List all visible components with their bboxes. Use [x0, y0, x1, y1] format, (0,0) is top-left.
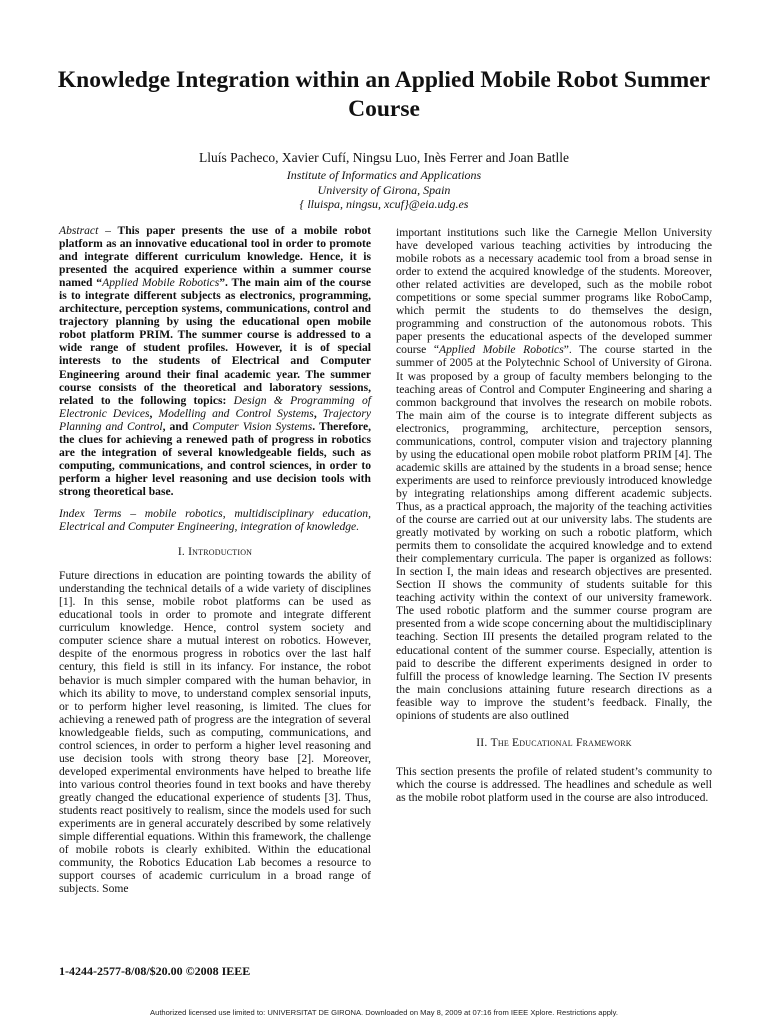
- abstract-topic-3: Trajectory Planning and Control: [59, 406, 372, 433]
- authors: Lluís Pacheco, Xavier Cufí, Ningsu Luo, Inès Ferrer and Joan Batlle: [198, 150, 570, 165]
- intro-text-a: important institutions such like the Carnegie Mellon University have developed various teaching activities by introducing the mobile robots as a necessary academic tool from a broad sense in order to extend the acquired knowledge of the students. Moreover, other related activities are developed, such as the mobile robot competitions or some special summer programs like RoboCamp, which permit the students to do themselves the design, programming and construction of the autonomous robots. This paper presents the educational aspects of the developed summer course “: [396, 226, 712, 357]
- intro-text-b: ”. The course started in the summer of 2005 at the Polytechnic School of University of Girona. It was proposed by a group of faculty members belonging to the teaching areas of Control and Computer Engineering and sharing a common background that involves the research on mobile robots. The main aim of the course is to integrate different subjects as electronics, programming, architecture, perception sensors, communications, control, computer vision and trajectory planning by using the educational open mobile robot platform PRIM [4]. The academic skills are attained by the students in a broad sense; hence experiments are used to reinforce previously introduced knowledge by integrating relationships among different academic subjects. Thus, as a practical approach, the majority of the teaching activities of the course are carried out at our university labs. The students are greatly motivated by working on such a robotic platform, which permits them to consolidate the acquired knowledge and to extend their complementary curricula. The paper is organized as follows: In section I, the main ideas and research objectives are presented. Section II shows the community of students suitable for this teaching activity within the context of our university framework. The used robotic platform and the summer course program are presented from a wide scope concerning about the multidisciplinary teaching. Section III presents the detailed program related to the educational content of the summer course. Especially, attention is paid to describe the different experiments designed in order to fulfill the process of knowledge learning. The Section IV presents the main conclusions attaining future research directions as a feasible way to improve the student’s feedback. Finally, the opinions of students are also outlined: [396, 343, 712, 722]
- educational-framework-paragraph: This section presents the profile of related student’s community to which the course is addressed. The headlines and schedule as well as the mobile robot platform used in the course are also introduced.: [396, 764, 712, 804]
- introduction-continued: [396, 226, 712, 722]
- abstract-text-3: . Therefore, the clues for achieving a renewed path of progress in robotics are the integration of several knowledgeable fields, such as computing, communications, and control sciences, in order to perform a higher level reasoning and use decision tools with strong theoretical base.: [59, 419, 372, 498]
- abstract-sep-3: , and: [162, 419, 193, 433]
- left-column: [59, 224, 371, 895]
- section-number: I.: [177, 545, 189, 559]
- paper-title: Knowledge Integration within an Applied Mobile Robot Summer Course: [57, 67, 711, 122]
- intro-course-name: Applied Mobile Robotics: [439, 343, 564, 357]
- abstract-sep-2: ,: [313, 406, 323, 420]
- copyright-notice: 1-4244-2577-8/08/$20.00 ©2008 IEEE: [59, 964, 251, 978]
- abstract-topic-1: Design & Programming of Electronic Devices: [59, 393, 372, 420]
- section-title: The Educational Framework: [490, 735, 632, 749]
- introduction-paragraph: Future directions in education are pointing towards the ability of understanding the technical details of a wide variety of disciplines [1]. In this sense, mobile robot platforms can be used as educational tools in order to promote and integrate different curriculum knowledge. Hence, control system society and computer science share a mutual interest on robotics. However, despite of the enormous progress in robotics over the last half century, this field is still in its infancy. For instance, the robot behavior is much simpler compared with the human behavior, in which its ability to move, to understand complex sensorial inputs, or to perform higher level reasoning, is limited. The clues for achieving a renewed path of progress are the integration of several knowledgeable fields, such as computing, communications, and control sciences, in order to perform a higher level reasoning and use decision tools with strong theory base [2]. Moreover, developed experimental environments have helped to breathe life into various control theories found in text books and have thereby greatly changed the educational experience of students [3]. Thus, students react positively to realism, since the models used for such experiments are in general accurately described by some relatively simple differential equations. Within this framework, the challenge of mobile robots is clearly exhibited. Within the educational community, the Robotics Education Lab becomes a resource to support courses of academic curriculum in a broad range of subjects. Some: [59, 569, 371, 896]
- abstract-topic-4: Computer Vision Systems: [192, 419, 313, 433]
- section-heading-introduction: [59, 545, 371, 558]
- abstract-sep-1: ,: [149, 406, 159, 420]
- section-number: II.: [476, 735, 491, 749]
- affiliation: [40, 168, 728, 212]
- abstract-label: Abstract –: [59, 224, 111, 237]
- university: University of Girona, Spain: [317, 182, 451, 197]
- abstract-course-name: Applied Mobile Robotics: [102, 276, 220, 290]
- institute: Institute of Informatics and Applications: [286, 168, 482, 182]
- abstract-text-2: ”. The main aim of the course is to integrate different subjects as electronics, programming, architecture, perception systems, communications, control and trajectory planning by using the educational open mobile robot platform PRIM. The summer course is addressed to a wide range of student profiles. However, it is of special interests to the students of Electrical and Computer Engineering around their final academic year. The summer course consists of the theoretical and laboratory sessions, related to the following topics:: [59, 276, 371, 407]
- section-heading-educational-framework: [396, 736, 712, 749]
- emails: { lluispa, ningsu, xcuf}@eia.udg.es: [299, 197, 469, 211]
- license-footer: Authorized licensed use limited to: UNIVERSITAT DE GIRONA. Downloaded on May 8, 2009 at 07:16 from IEEE Xplore. Restrictions apply.: [150, 1008, 618, 1017]
- right-column: [396, 226, 712, 804]
- abstract: [59, 224, 371, 498]
- index-terms: Index Terms – mobile robotics, multidisciplinary education, Electrical and Computer Engineering, integration of knowledge.: [59, 506, 371, 534]
- section-title: Introduction: [188, 545, 253, 559]
- abstract-text-1: This paper presents the use of a mobile robot platform as an innovative educational tool in order to promote and integrate different curriculum knowledge. Hence, it is presented the acquired experience within a summer course named “: [59, 224, 372, 290]
- abstract-topic-2: Modelling and Control Systems: [158, 406, 314, 420]
